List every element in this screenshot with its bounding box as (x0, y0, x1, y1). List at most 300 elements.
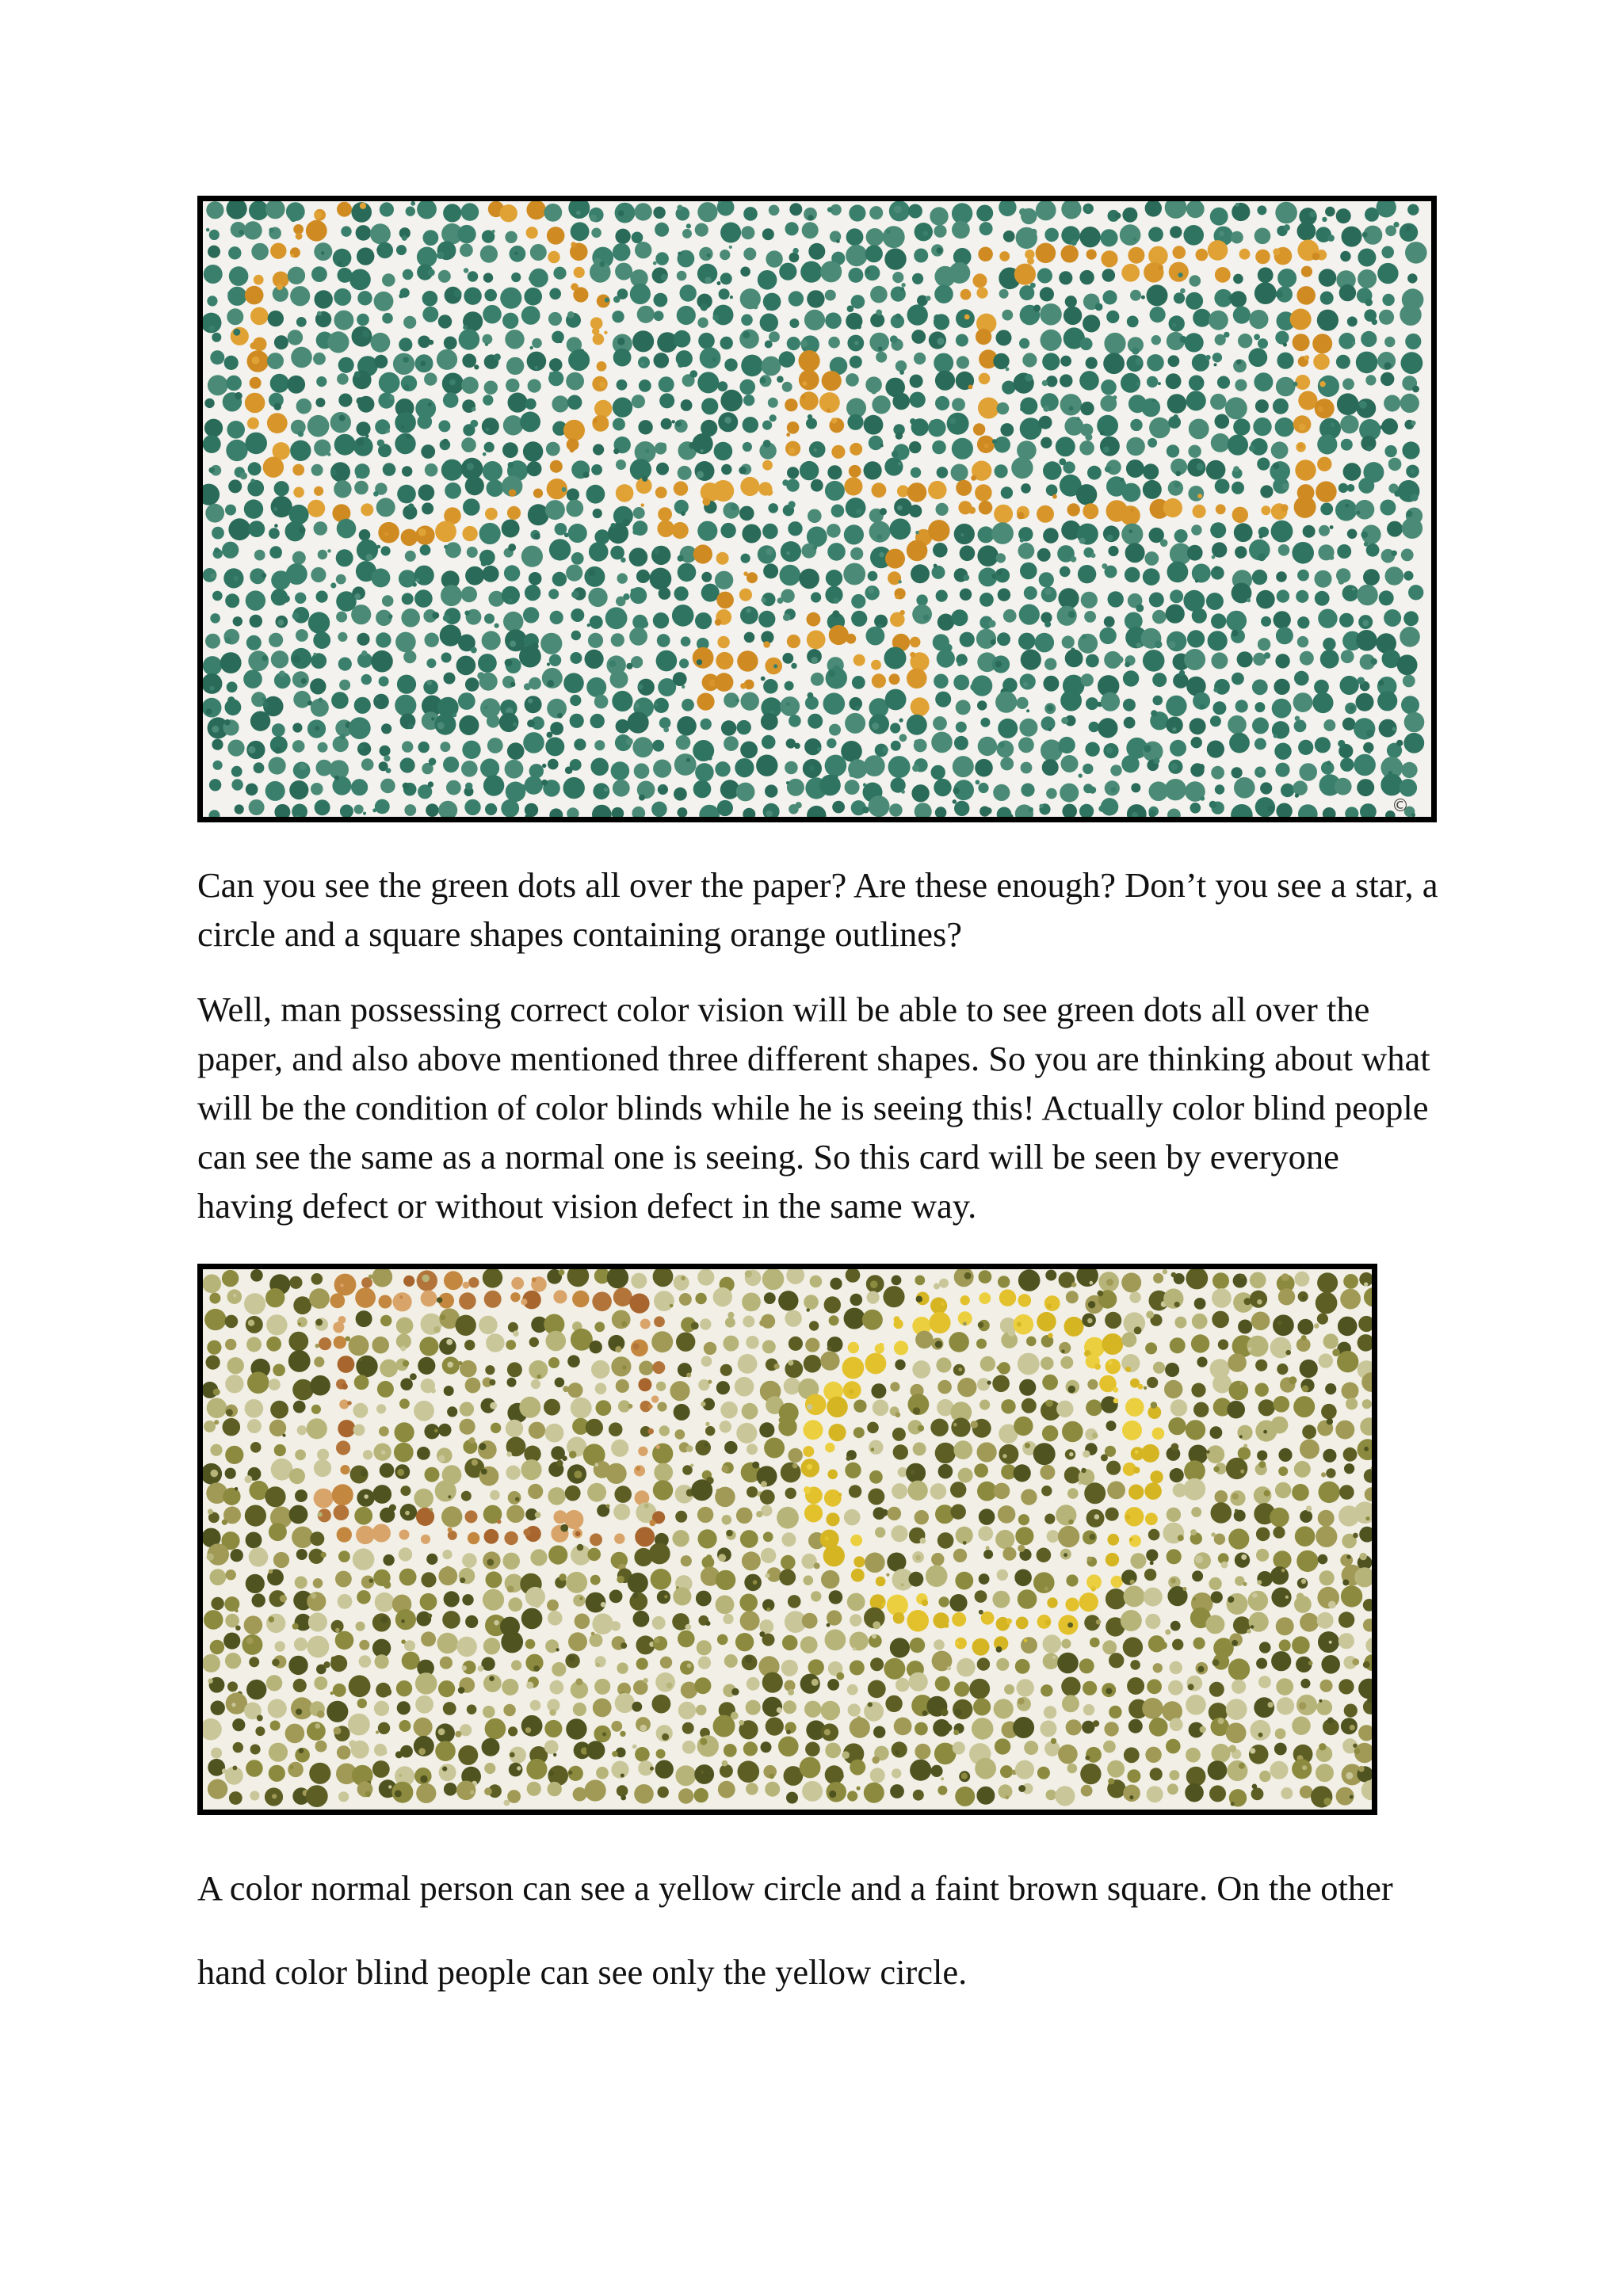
plate-dot (825, 1743, 841, 1759)
plate-dot (461, 437, 476, 452)
plate-dot (915, 1510, 929, 1524)
plate-dot (701, 1770, 705, 1774)
plate-dot (319, 1337, 331, 1350)
plate-dot (1042, 1425, 1058, 1441)
plate-dot (725, 1318, 735, 1328)
plate-dot (1215, 479, 1230, 494)
plate-dot (1238, 334, 1252, 348)
plate-dot (1086, 357, 1098, 369)
plate-dot (868, 571, 878, 582)
plate-dot (1071, 556, 1077, 563)
plate-dot (593, 418, 598, 423)
plate-dot (658, 1787, 669, 1798)
plate-dot (787, 467, 799, 479)
plate-dot (726, 1530, 733, 1537)
plate-dot (315, 726, 319, 730)
plate-dot (374, 1701, 389, 1716)
plate-dot (675, 1511, 687, 1523)
plate-dot (400, 1486, 411, 1496)
plate-dot (621, 1642, 627, 1649)
plate-dot (235, 392, 242, 400)
plate-dot (883, 226, 905, 248)
plate-dot (876, 352, 887, 363)
plate-dot (1067, 503, 1080, 516)
plate-dot (1044, 1706, 1056, 1718)
plate-dot (1210, 208, 1228, 226)
plate-dot (766, 250, 782, 267)
plate-dot (1241, 1554, 1247, 1560)
plate-dot (415, 525, 434, 544)
plate-dot (694, 1677, 711, 1694)
plate-dot (556, 1648, 559, 1651)
plate-dot (1065, 650, 1083, 668)
plate-dot (778, 1737, 799, 1757)
plate-dot (544, 204, 562, 222)
plate-dot (846, 228, 864, 246)
plate-dot (297, 1317, 307, 1327)
plate-dot (602, 1732, 606, 1736)
plate-dot (777, 376, 784, 383)
plate-dot (1343, 1274, 1358, 1289)
plate-dot (1085, 742, 1099, 757)
plate-dot (635, 242, 651, 258)
plate-dot (1319, 269, 1337, 287)
plate-dot (452, 594, 455, 597)
plate-dot (339, 1399, 349, 1409)
plate-dot (359, 1358, 362, 1361)
plate-dot (1397, 654, 1418, 675)
plate-dot (674, 1275, 689, 1291)
plate-dot (1098, 806, 1105, 812)
plate-dot (696, 1705, 707, 1716)
plate-dot (885, 1695, 902, 1712)
plate-dot (457, 225, 475, 243)
plate-dot (521, 784, 525, 788)
plate-dot (1046, 484, 1058, 496)
plate-dot (1040, 287, 1054, 301)
plate-dot (912, 273, 923, 284)
plate-dot (369, 1578, 374, 1583)
plate-dot (245, 1475, 253, 1483)
plate-dot (900, 486, 907, 492)
plate-dot (811, 592, 821, 602)
plate-dot (651, 546, 670, 565)
plate-dot (1144, 1482, 1162, 1500)
plate-dot (560, 1524, 568, 1532)
plate-dot (307, 1636, 330, 1658)
plate-dot (399, 338, 412, 351)
plate-dot (1243, 1582, 1247, 1586)
plate-dot (604, 331, 607, 334)
plate-dot (952, 398, 965, 411)
plate-dot (1076, 417, 1079, 420)
plate-dot (724, 1441, 737, 1454)
plate-dot (1151, 710, 1157, 716)
plate-dot (268, 1699, 287, 1718)
plate-dot (575, 743, 579, 747)
plate-dot (742, 1293, 761, 1312)
plate-dot (1258, 338, 1268, 349)
plate-dot (628, 711, 649, 733)
plate-dot (204, 1610, 223, 1630)
plate-dot (593, 444, 604, 455)
plate-dot (910, 1760, 931, 1781)
plate-dot (1006, 1619, 1012, 1624)
plate-dot (465, 677, 479, 692)
plate-dot (1319, 1680, 1332, 1692)
plate-dot (1186, 391, 1206, 410)
plate-dot (1124, 717, 1136, 729)
plate-dot (590, 758, 609, 776)
plate-dot (786, 702, 790, 706)
plate-dot (205, 634, 220, 649)
plate-dot (786, 551, 790, 555)
plate-dot (1271, 521, 1293, 543)
plate-dot (890, 335, 898, 343)
plate-dot (782, 1635, 798, 1651)
plate-dot (233, 616, 242, 626)
plate-dot (1295, 460, 1316, 480)
plate-dot (1258, 1676, 1271, 1688)
plate-dot (1354, 1749, 1361, 1755)
plate-dot (599, 381, 605, 387)
plate-dot (479, 1443, 486, 1450)
plate-dot (1218, 1339, 1228, 1349)
plate-dot (654, 293, 668, 307)
plate-dot (1384, 445, 1396, 457)
plate-dot (575, 1614, 590, 1630)
plate-dot (1150, 1768, 1163, 1780)
plate-dot (632, 1702, 642, 1712)
plate-dot (1225, 397, 1247, 419)
plate-dot (977, 1442, 997, 1462)
plate-dot (1295, 716, 1300, 722)
plate-dot (1271, 1651, 1291, 1671)
plate-dot (606, 1505, 610, 1508)
plate-dot (421, 444, 435, 459)
plate-dot (800, 461, 819, 480)
plate-dot (442, 439, 449, 445)
plate-dot (785, 1360, 803, 1379)
plate-dot (1124, 1747, 1140, 1763)
plate-dot (465, 1510, 478, 1523)
plate-dot (1106, 1688, 1112, 1694)
plate-dot (804, 1420, 823, 1440)
plate-dot (1298, 740, 1313, 755)
plate-dot (869, 1470, 883, 1484)
plate-dot (782, 382, 792, 392)
plate-dot (568, 349, 590, 371)
plate-dot (1041, 330, 1062, 351)
plate-dot (204, 446, 209, 451)
plate-dot (1273, 1314, 1294, 1336)
plate-dot (808, 714, 823, 729)
plate-dot (442, 1550, 452, 1559)
plate-dot (1361, 331, 1377, 347)
plate-dot (566, 1718, 586, 1739)
plate-dot (1400, 779, 1418, 797)
plate-dot (1090, 1586, 1096, 1592)
plate-dot (1152, 673, 1167, 687)
plate-dot (1283, 342, 1287, 346)
plate-dot (438, 1728, 445, 1735)
plate-dot (583, 471, 590, 478)
plate-dot (380, 1360, 398, 1378)
plate-dot (679, 1293, 692, 1306)
plate-dot (383, 463, 396, 476)
plate-dot (1290, 309, 1312, 330)
plate-dot (338, 1420, 355, 1437)
plate-dot (1406, 226, 1411, 231)
plate-dot (804, 1504, 823, 1522)
plate-dot (526, 227, 538, 238)
plate-dot (941, 1777, 944, 1780)
plate-dot (825, 1443, 834, 1452)
plate-dot (251, 243, 269, 261)
plate-dot (207, 1341, 221, 1355)
plate-dot (485, 343, 488, 346)
plate-dot (228, 518, 250, 540)
plate-dot (533, 533, 540, 540)
plate-dot (638, 1378, 651, 1391)
plate-dot (1232, 482, 1244, 494)
plate-dot (956, 480, 972, 496)
plate-dot (1403, 675, 1415, 688)
plate-dot (438, 1424, 451, 1436)
plate-dot (361, 758, 374, 771)
plate-dot (697, 471, 704, 478)
plate-dot (878, 346, 882, 350)
plate-dot (316, 591, 328, 603)
plate-dot (1134, 1326, 1142, 1334)
plate-dot (529, 764, 544, 778)
plate-dot (1147, 1679, 1162, 1694)
plate-dot (405, 551, 416, 562)
plate-dot (1192, 564, 1211, 583)
plate-dot (1293, 780, 1308, 795)
plate-dot (654, 311, 664, 321)
plate-dot (617, 1576, 624, 1584)
plate-dot (435, 1741, 456, 1761)
plate-dot (878, 1343, 884, 1348)
plate-dot (1297, 636, 1308, 647)
plate-dot (999, 1784, 1013, 1798)
plate-dot (351, 605, 371, 624)
plate-dot (1327, 1418, 1333, 1425)
plate-dot (1085, 1756, 1090, 1760)
plate-dot (1170, 1468, 1184, 1482)
plate-dot (336, 1440, 350, 1455)
plate-dot (1186, 1767, 1206, 1787)
plate-dot (1128, 1719, 1143, 1733)
plate-dot (1341, 650, 1354, 663)
plate-dot (844, 1509, 861, 1526)
plate-dot (418, 742, 430, 753)
plate-dot (372, 1760, 390, 1778)
plate-dot (250, 615, 262, 627)
plate-dot (909, 505, 922, 517)
plate-dot (830, 526, 838, 534)
plate-dot (1039, 804, 1043, 808)
plate-dot (1152, 610, 1167, 624)
plate-dot (590, 1634, 603, 1647)
plate-dot (613, 448, 619, 454)
plate-dot (266, 1337, 281, 1352)
plate-dot (563, 673, 584, 693)
plate-dot (884, 457, 903, 475)
plate-dot (317, 311, 322, 316)
plate-dot (594, 1322, 605, 1332)
plate-dot (354, 805, 364, 814)
plate-dot (1299, 1702, 1307, 1710)
plate-dot (1336, 208, 1351, 223)
plate-dot (634, 1784, 654, 1804)
plate-dot (210, 686, 215, 691)
plate-dot (802, 1613, 818, 1629)
plate-dot (1292, 1716, 1311, 1735)
plate-dot (327, 549, 331, 553)
plate-dot (958, 1468, 973, 1483)
plate-dot (712, 357, 716, 362)
plate-dot (1273, 399, 1289, 414)
plate-dot (1108, 1778, 1114, 1784)
plate-dot (617, 573, 628, 583)
plate-dot (868, 1680, 886, 1699)
plate-dot (484, 289, 497, 302)
plate-dot (741, 692, 759, 711)
plate-dot (547, 732, 553, 738)
plate-dot (939, 1279, 949, 1288)
plate-dot (443, 392, 459, 408)
plate-dot (1168, 1680, 1183, 1695)
plate-dot (509, 599, 512, 602)
plate-dot (716, 1570, 735, 1590)
plate-dot (1192, 1314, 1208, 1329)
plate-dot (1317, 1314, 1328, 1325)
plate-dot (896, 314, 901, 319)
plate-dot (741, 226, 754, 239)
plate-dot (1268, 1702, 1274, 1707)
plate-dot (611, 1356, 631, 1376)
plate-dot (1240, 1274, 1245, 1279)
plate-dot (318, 742, 328, 753)
plate-dot (1371, 658, 1377, 665)
plate-dot (376, 697, 380, 701)
plate-dot (507, 742, 525, 760)
plate-dot (336, 612, 347, 623)
plate-dot (293, 1679, 307, 1692)
plate-dot (508, 393, 528, 413)
plate-dot (611, 633, 624, 646)
plate-dot (1127, 1769, 1140, 1783)
plate-dot (1150, 1470, 1163, 1483)
plate-dot (662, 1733, 669, 1741)
plate-dot (890, 723, 900, 733)
plate-dot (245, 1505, 266, 1527)
plate-dot (897, 505, 903, 511)
plate-dot (444, 673, 456, 685)
plate-dot (1066, 1291, 1079, 1303)
plate-dot (979, 1292, 991, 1304)
plate-dot (1279, 1639, 1291, 1651)
plate-dot (214, 1420, 219, 1425)
plate-dot (1047, 705, 1053, 711)
plate-dot (1064, 307, 1082, 325)
plate-dot (306, 1785, 328, 1807)
plate-dot (659, 376, 674, 392)
plate-dot (596, 535, 602, 541)
plate-dot (1206, 593, 1224, 610)
plate-dot (1122, 208, 1137, 223)
plate-dot (759, 1422, 774, 1437)
plate-dot (502, 1553, 520, 1570)
plate-dot (850, 1661, 865, 1676)
plate-dot (764, 1292, 776, 1304)
plate-dot (739, 467, 747, 475)
plate-dot (435, 521, 456, 543)
plate-dot (381, 546, 391, 555)
plate-dot (437, 722, 445, 729)
plate-dot (1357, 399, 1377, 418)
plate-dot (742, 1551, 761, 1570)
plate-dot (549, 358, 563, 372)
plate-dot (231, 779, 242, 790)
plate-dot (1022, 353, 1037, 367)
plate-dot (338, 394, 352, 407)
plate-dot (292, 612, 300, 620)
plate-dot (426, 1345, 433, 1352)
plate-dot (359, 1655, 372, 1668)
plate-dot (549, 1709, 556, 1716)
plate-dot (523, 607, 539, 623)
plate-dot (870, 1657, 884, 1671)
plate-dot (380, 1463, 395, 1478)
plate-dot (1153, 757, 1159, 764)
plate-dot (380, 202, 394, 216)
plate-dot (1256, 1527, 1270, 1542)
plate-dot (739, 1720, 744, 1726)
plate-dot (1319, 1353, 1333, 1367)
plate-dot (888, 1507, 901, 1520)
plate-dot (449, 379, 456, 386)
plate-dot (805, 1338, 819, 1352)
plate-dot (672, 420, 675, 423)
plate-dot (1040, 1465, 1055, 1480)
plate-dot (1363, 1661, 1370, 1669)
plate-dot (250, 307, 269, 326)
plate-dot (630, 459, 651, 480)
plate-dot (1172, 323, 1176, 327)
plate-dot (1170, 1578, 1176, 1584)
plate-dot (811, 1591, 821, 1601)
plate-dot (638, 357, 650, 368)
plate-dot (269, 1743, 288, 1762)
plate-dot (847, 1593, 865, 1611)
plate-dot (743, 248, 756, 261)
plate-dot (1079, 371, 1099, 391)
plate-dot (425, 1467, 440, 1482)
plate-dot (885, 689, 907, 711)
plate-dot (830, 700, 836, 706)
plate-dot (480, 246, 498, 263)
plate-dot (1165, 1363, 1179, 1377)
plate-dot (209, 1293, 220, 1304)
plate-dot (1094, 1514, 1100, 1520)
plate-dot (371, 568, 390, 587)
plate-dot (698, 1657, 711, 1669)
plate-dot (1061, 226, 1080, 245)
plate-dot (731, 503, 738, 510)
